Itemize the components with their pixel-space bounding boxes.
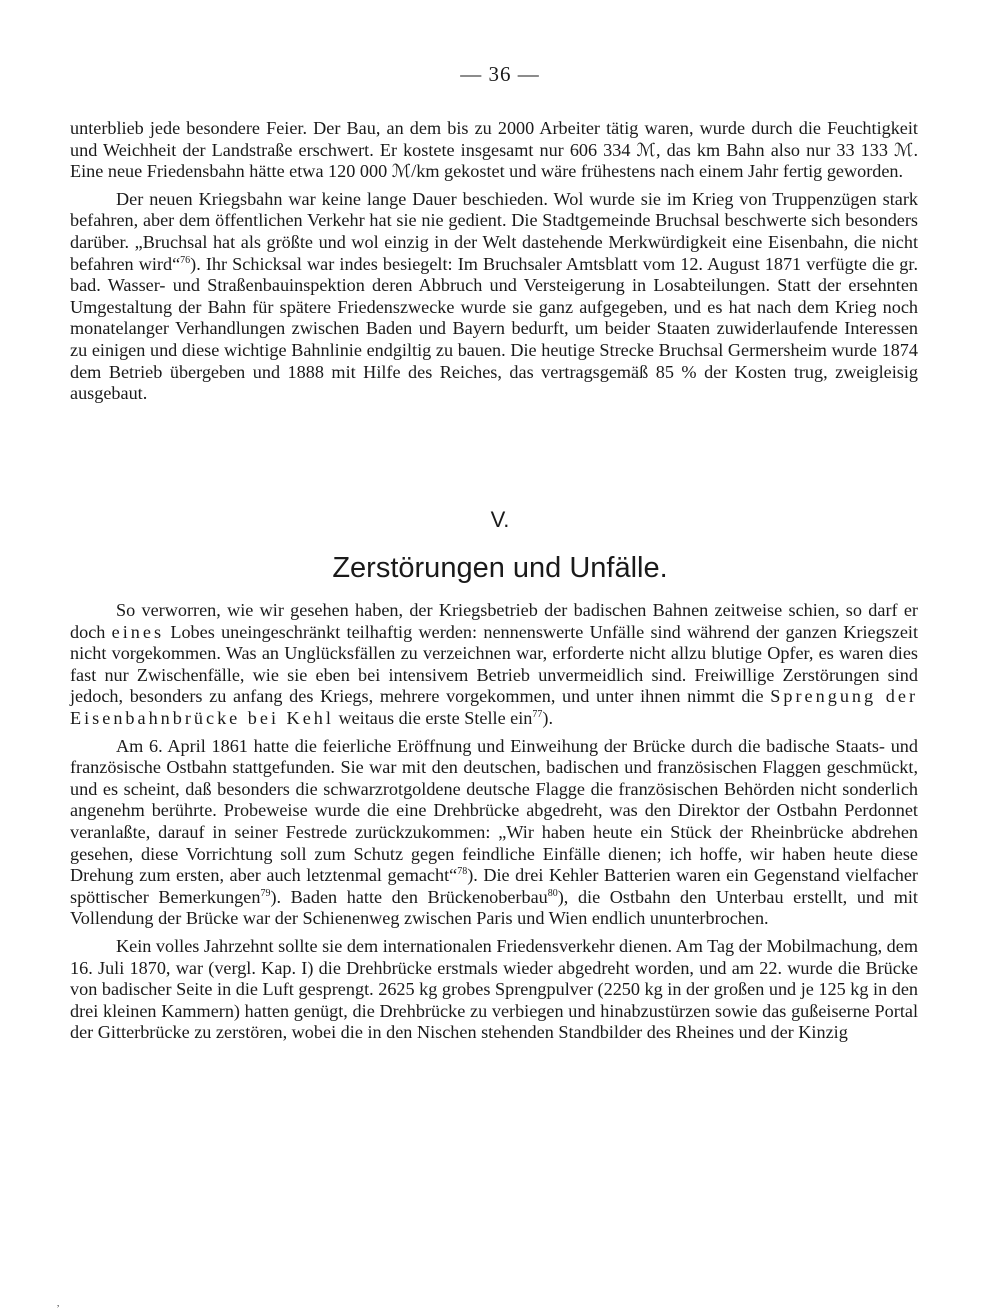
paragraph-text: ), die Ostbahn den Unterbau erstellt, und mit Vollendung der Brücke war der Schienenweg zwischen Paris und Wien endlich ununterbrochen. [70,886,918,929]
paragraph-text: weitaus die erste Stelle ein [338,707,533,728]
paragraph [70,118,918,183]
paragraph [70,936,918,1044]
paragraph-text: Kein volles Jahrzehnt sollte sie dem internationalen Friedensverkehr dienen. Am Tag der Mobilmachung, dem 16. Juli 1870, war (vergl. Kap. I) die Drehbrücke erstmals wieder abgedreht worden, und am 22. wurde die Brücke von badischer Seite in die Luft gesprengt. 2625 kg grobes Sprengpulver (2250 kg in der großen und je 125 kg in den drei kleinen Kammern) hatten genügt, die Drehbrücke zu verbiegen und hinabzustürzen sowie das gußeiserne Portal der Gitterbrücke zu zerstören, wobei die in den Nischen stehenden Standbilder des Rheines und der Kinzig [70,935,918,1043]
text-block-top [70,118,918,411]
page-number: — 36 — [460,62,540,86]
text-block-bottom [70,600,918,1050]
paragraph-text: Lobes uneingeschränkt teilhaftig werden: nennenswerte Unfälle sind während der ganzen Kriegszeit nicht vorgekommen. Was an Unglücksfällen zu verzeichnen war, erforderte nicht allzu blutige Opfer, es waren dies fast nur Zwischenfälle, wie sie eben bei intensivem Betrieb unvermeidlich sind. Freiwillige Zerstörungen sind jedoch, besonders zu anfang des Kriegs, mehrere vorgekommen, und unter ihnen nimmt die [70,621,919,707]
footnote-ref: 76 [180,254,191,266]
footnote-ref: 80 [547,887,558,899]
emphasis-text: eines [111,621,165,642]
paragraph-text: ). Baden hatte den Brückenoberbau [270,886,548,907]
footnote-ref: 79 [260,887,271,899]
section-number: V. [490,507,510,532]
paragraph-text: ). Die drei Kehler Batterien waren ein Gegenstand vielfacher spöttischer Bemerkungen [70,865,918,907]
footnote-ref: 77 [532,708,543,720]
scan-mark: , [57,1298,60,1308]
emphasis-text: Sprengung der Eisenbahnbrücke bei Kehl [70,686,919,728]
paragraph [70,736,918,930]
footnote-ref: 78 [457,866,468,878]
paragraph-text: So verworren, wie wir gesehen haben, der Kriegsbetrieb der badischen Bahnen zeitweise schien, so darf er doch [70,600,918,642]
paragraph-text: Der neuen Kriegsbahn war keine lange Dauer beschieden. Wol wurde sie im Krieg von Truppenzügen stark befahren, aber dem öffentlichen Verkehr hat sie nie gedient. Die Stadtgemeinde Bruchsal beschwerte sich besonders darüber. „Bruchsal hat als größte und wol einzig in der Welt dastehende Merkwürdigkeit eine Eisenbahn, die nicht befahren wird“ [70,188,918,274]
paragraph [70,189,918,405]
paragraph-text: ). [542,707,554,728]
section-title: Zerstörungen und Unfälle. [332,552,668,584]
paragraph-text: ). Ihr Schicksal war indes besiegelt: Im Bruchsaler Amtsblatt vom 12. August 1871 verfügte die gr. bad. Wasser- und Straßenbauinspektion deren Abbruch und Versteigerung in Losabteilungen. Statt der ersehnten Umgestaltung der Bahn für spätere Friedenszwecke wurde sie ganz aufgegeben, und es hat nach dem Krieg noch monatelanger Verhandlungen zwischen Baden und Bayern bedurft, um beider Staaten zuwiderlaufende Interessen zu einigen und diese wichtige Bahnlinie endgiltig zu bauen. Die heutige Strecke Bruchsal Germersheim wurde 1874 dem Betrieb übergeben und 1888 mit Hilfe des Reiches, das vertragsgemäß 85 % der Kosten trug, zweigleisig ausgebaut. [70,253,918,404]
paragraph [70,600,918,730]
paragraph-text: Am 6. April 1861 hatte die feierliche Eröffnung und Einweihung der Brücke durch die badische Staats- und französische Ostbahn stattgefunden. Sie war mit den deutschen, badischen und französischen Flaggen geschmückt, und es scheint, daß besonders die schwarzrotgoldene deutsche Flagge die französischen Behörden nicht sonderlich angenehm berührte. Probeweise wurde die eine Drehbrücke abgedreht, was den Direktor der Ostbahn Perdonnet veranlaßte, darauf in seiner Festrede zurückzukommen: „Wir haben heute ein Stück der Rheinbrücke abdrehen gesehen, diese Vorrichtung soll zum Schutz gegen feindliche Einfälle dienen; ich hoffe, wir haben heute diese Drehung zum ersten, aber auch letztenmal gemacht“ [70,735,918,886]
paragraph-text: unterblieb jede besondere Feier. Der Bau, an dem bis zu 2000 Arbeiter tätig waren, wurde durch die Feuchtigkeit und Weichheit der Landstraße erschwert. Er kostete insgesamt nur 606 334 ℳ, das km Bahn also nur 33 133 ℳ. Eine neue Friedensbahn hätte etwa 120 000 ℳ/km gekostet und wäre frühestens nach einem Jahr fertig geworden. [70,118,918,182]
